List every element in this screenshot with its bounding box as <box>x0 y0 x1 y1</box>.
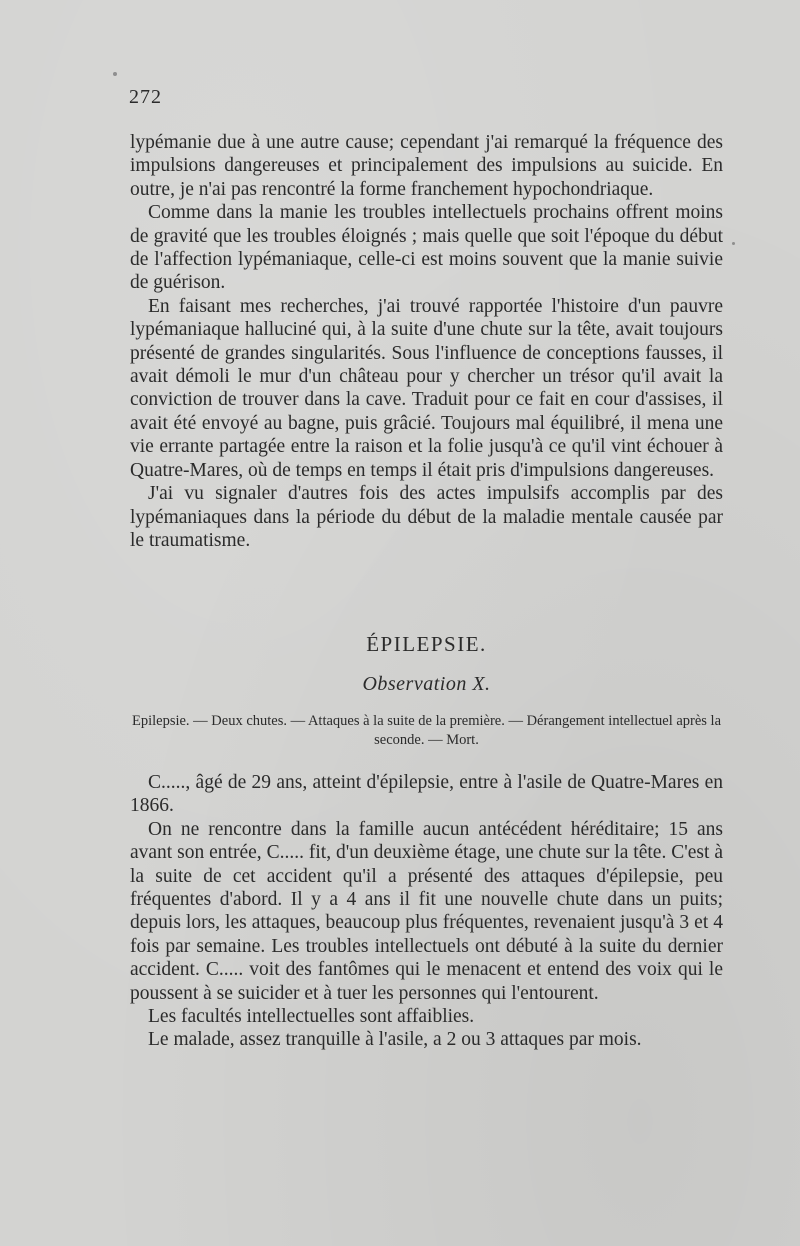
bottom-text-block <box>130 771 723 1052</box>
paragraph: Le malade, assez tranquille à l'asile, a 2 ou 3 attaques par mois. <box>148 1029 642 1051</box>
section-heading: ÉPILEPSIE. <box>366 632 487 656</box>
observation-summary: Epilepsie. — Deux chutes. — Attaques à la suite de la première. — Dérangement intellectuel après la seconde. — Mort. <box>131 713 722 748</box>
paragraph: J'ai vu signaler d'autres fois des actes impulsifs accomplis par des lypémaniaques dans la période du début de la maladie mentale causée par le traumatisme. <box>130 483 723 551</box>
paper-speck <box>732 242 735 245</box>
observation-title: Observation X. <box>362 673 491 695</box>
paragraph: On ne rencontre dans la famille aucun antécédent héréditaire; 15 ans avant son entrée, C..... fit, d'un deuxième étage, une chute sur la tête. C'est à la suite de cet accident qu'il a présenté des attaques d'épilepsie, peu fréquentes d'abord. Il y a 4 ans il fit une nouvelle chute dans un puits; depuis lors, les attaques, beaucoup plus fréquentes, revenaient jusqu'à 3 et 4 fois par semaine. Les troubles intellectuels ont débuté à la suite du dernier accident. C..... voit des fantômes qui le menacent et entend des voix qui le poussent à se suicider et à tuer les personnes qui l'entourent. <box>130 818 723 1004</box>
paragraph: Comme dans la manie les troubles intellectuels prochains offrent moins de gravité que les troubles éloignés ; mais quelle que soit l'époque du début de l'affection lypémaniaque, celle-ci est moins souvent que la manie suivie de guérison. <box>130 202 723 294</box>
page-number: 272 <box>129 86 162 108</box>
paragraph: C....., âgé de 29 ans, atteint d'épilepsie, entre à l'asile de Quatre-Mares en 1866. <box>130 772 723 817</box>
paper-speck <box>113 72 117 76</box>
top-text-block <box>130 131 723 552</box>
paragraph: En faisant mes recherches, j'ai trouvé rapportée l'histoire d'un pauvre lypémaniaque halluciné qui, à la suite d'une chute sur la tête, avait toujours présenté de grandes singularités. Sous l'influence de conceptions fausses, il avait démoli le mur d'un château pour y chercher un trésor qu'il avait la conviction de trouver dans la cave. Traduit pour ce fait en cour d'assises, il avait été envoyé au bagne, puis grâcié. Toujours mal équilibré, il mena une vie errante partagée entre la raison et la folie jusqu'à ce qu'il vint échouer à Quatre-Mares, où de temps en temps il était pris d'impulsions dangereuses. <box>130 295 723 481</box>
paragraph: lypémanie due à une autre cause; cependant j'ai remarqué la fréquence des impulsions dangereuses et principalement des impulsions au suicide. En outre, je n'ai pas rencontré la forme franchement hypochondriaque. <box>130 132 723 200</box>
paragraph: Les facultés intellectuelles sont affaiblies. <box>148 1006 475 1028</box>
